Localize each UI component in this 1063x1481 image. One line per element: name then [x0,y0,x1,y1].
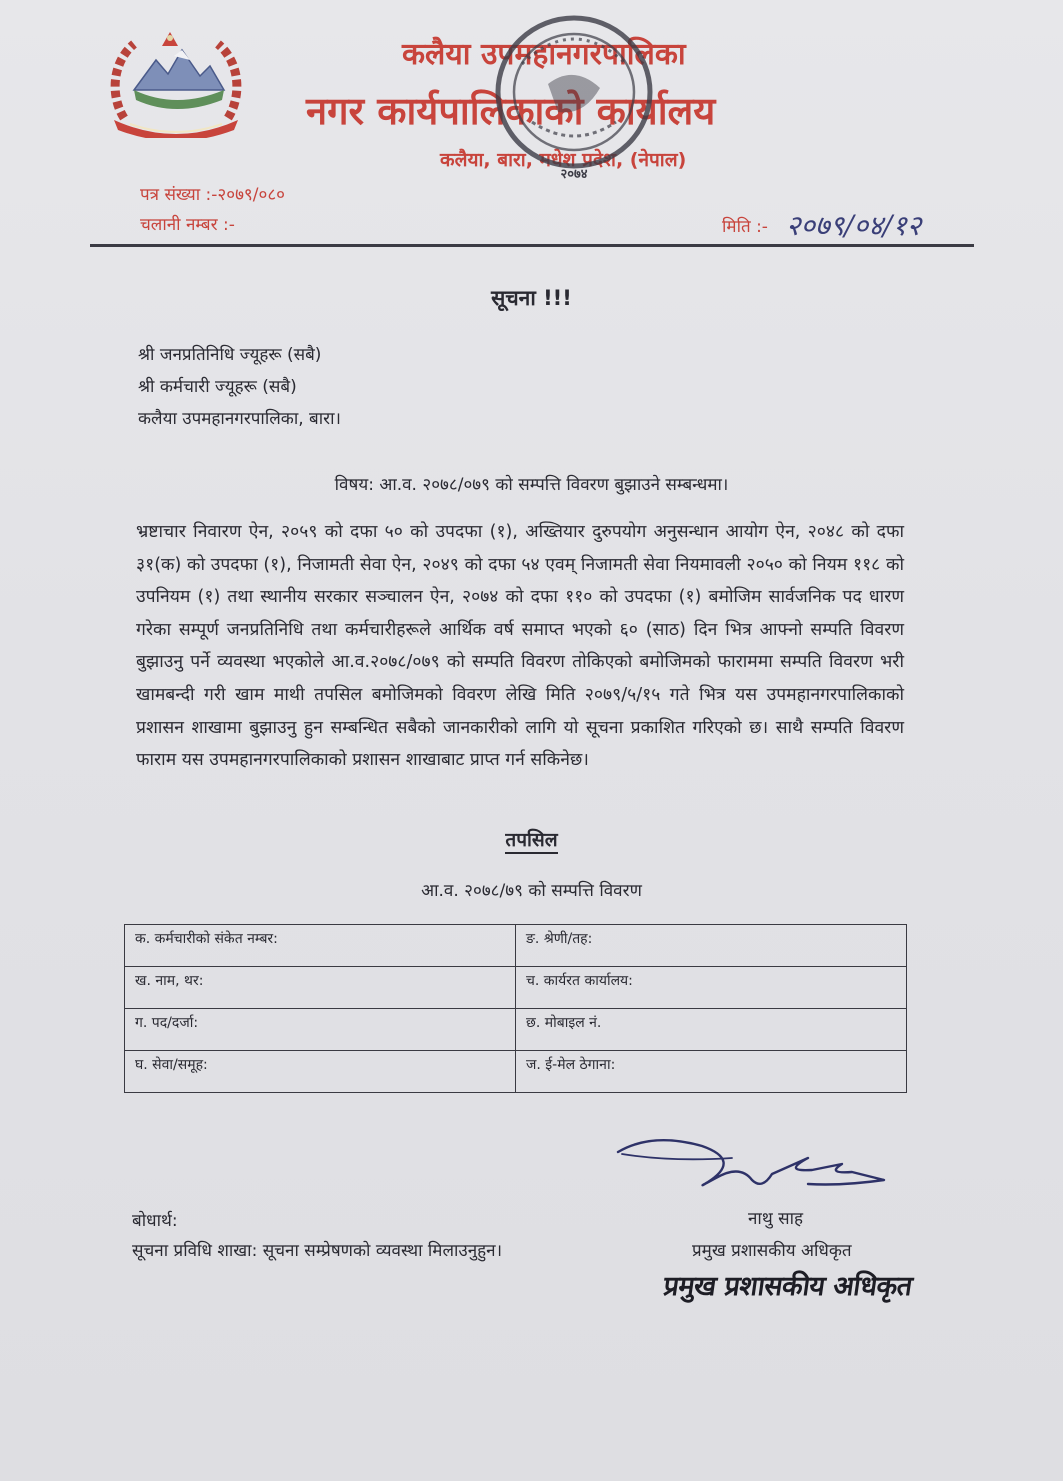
table-cell: क. कर्मचारीको संकेत नम्बर: [125,925,516,967]
table-cell: ज. ई-मेल ठेगाना: [516,1051,907,1093]
table-row [125,1009,907,1051]
addressee-line: श्री कर्मचारी ज्यूहरू (सबै) [138,377,297,397]
tapsil-heading-text: तपसिल [505,829,557,854]
cc-text: सूचना प्रविधि शाखा: सूचना सम्प्रेषणको व्यवस्था मिलाउनुहुन। [132,1241,503,1261]
table-row [125,925,907,967]
table-caption: आ.व. २०७८/७९ को सम्पत्ति विवरण [421,881,642,901]
signatory-name: नाथु साह [748,1209,804,1229]
notice-body: भ्रष्टाचार निवारण ऐन, २०५९ को दफा ५० को उपदफा (१), अख्तियार दुरुपयोग अनुसन्धान आयोग ऐन, २०४८ को दफा ३१(क) को उपदफा (१), निजामती सेवा ऐन, २०४९ को दफा ५४ एवम् निजामती सेवा नियमावली २०५० को नियम ११८ को उपनियम (१) तथा स्थानीय सरकार सञ्चालन ऐन, २०७४ को दफा ११० को उपदफा (१) बमोजिम सार्वजनिक पद धारण गरेका सम्पूर्ण जनप्रतिनिधि तथा कर्मचारीहरूले आर्थिक वर्ष समाप्त भएको ६० (साठ) दिन भित्र आफ्नो सम्पति विवरण बुझाउनु पर्ने व्यवस्था भएकोले आ.व.२०७८/०७९ को सम्पति विवरण तोकिएको बमोजिमको फाराममा सम्पति विवरण भरी खामबन्दी गरी खाम माथी तपसिल बमोजिमको विवरण लेखि मिति २०७९/५/१५ गते भित्र यस उपमहानगरपालिकाको प्रशासन शाखामा बुझाउनु हुन सम्बन्धित सबैको जानकारीको लागि यो सूचना प्रकाशित गरिएको छ। साथै सम्पति विवरण फाराम यस उपमहानगरपालिकाको प्रशासन शाखाबाट प्राप्त गर्न सकिनेछ। [136,522,904,771]
nepal-emblem-logo [104,26,248,138]
letterhead-office-name: नगर कार्यपालिकाको कार्यालय [306,89,716,133]
table-row [125,967,907,1009]
official-round-stamp [488,4,660,184]
handwritten-date: २०७९/०४/१२ [786,209,922,242]
table-cell: ग. पद/दर्जा: [125,1009,516,1051]
tapsil-heading [0,826,1063,852]
chalani-number: चलानी नम्बर :- [140,215,235,235]
table-cell: घ. सेवा/समूह: [125,1051,516,1093]
addressee-line: कलैया उपमहानगरपालिका, बारा। [138,409,341,429]
cc-label: बोधार्थ: [132,1211,178,1231]
signatory-title: प्रमुख प्रशासकीय अधिकृत [692,1241,852,1261]
patra-sankhya: पत्र संख्या :-२०७९/०८० [140,185,286,205]
asset-details-table [124,924,907,1093]
table-row [125,1051,907,1093]
table-cell: ख. नाम, थर: [125,967,516,1009]
handwritten-signature [612,1128,902,1200]
table-cell: च. कार्यरत कार्यालय: [516,967,907,1009]
designation-stamp: प्रमुख प्रशासकीय अधिकृत [661,1271,915,1302]
stamp-year: २०७४ [560,167,588,182]
addressee-line: श्री जनप्रतिनिधि ज्यूहरू (सबै) [138,345,322,365]
header-divider [90,244,974,247]
table-cell: छ. मोबाइल नं. [516,1009,907,1051]
notice-subject: विषय: आ.व. २०७८/०७९ को सम्पत्ति विवरण बुझाउने सम्बन्धमा। [334,475,729,495]
table-cell: ङ. श्रेणी/तह: [516,925,907,967]
date-label: मिति :- [722,217,768,237]
letterhead-address: कलैया, बारा, मधेश प्रदेश, (नेपाल) [440,149,687,171]
letterhead-municipality-name: कलैया उपमहानगरपालिका [402,37,686,72]
notice-title: सूचना !!! [491,286,572,310]
